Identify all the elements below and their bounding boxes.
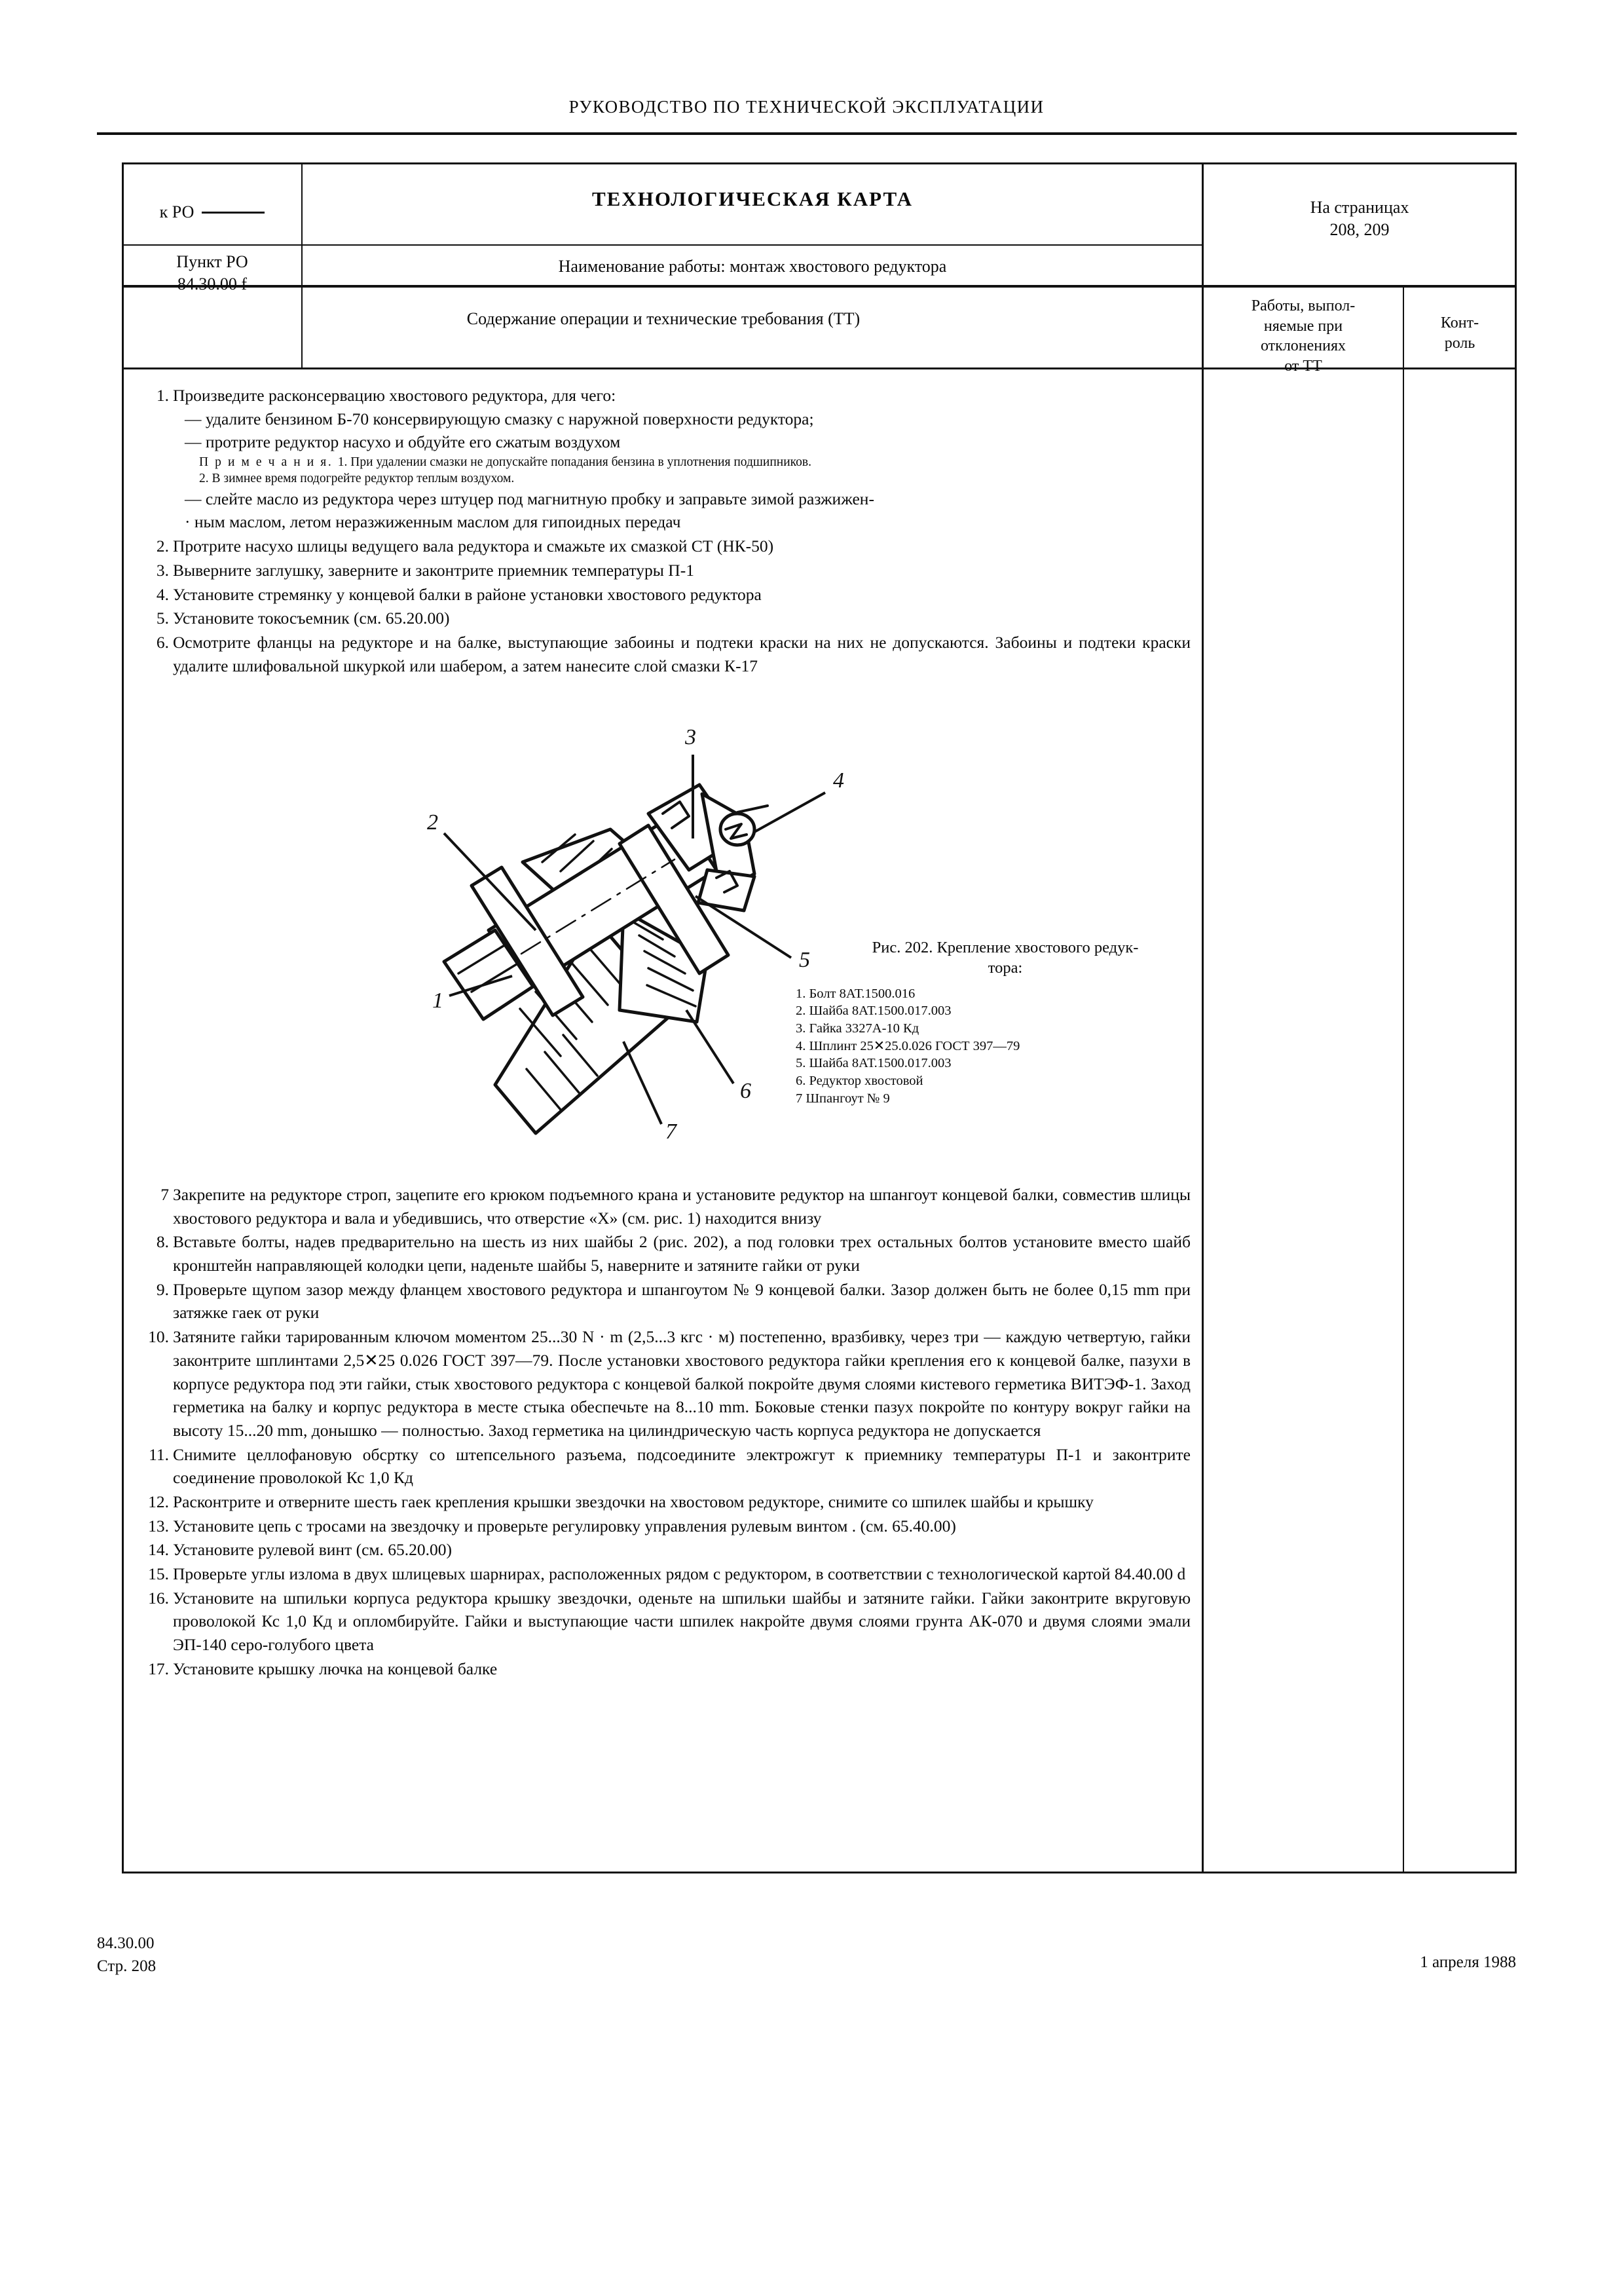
step-text: Закрепите на редукторе строп, зацепите его крюком подъемного крана и установите редуктор на шпангоут концевой балки, совместив шлицы хвостового редуктора и вала и убедившись, что отверстие «Х» (см. рис. 1) находится внизу [173,1185,1191,1228]
leader-4 [754,793,825,832]
step-text: Установите цепь с тросами на звездочку и проверьте регулировку управления рулевым винтом . (см. 65.40.00) [173,1516,956,1535]
step-item [143,1657,1191,1681]
pages-cell [1208,197,1511,241]
step-text: Проверьте щупом зазор между фланцем хвостового редуктора и шпангоутом № 9 концевой балки. Зазор должен быть не более 0,15 mm при затяжке гаек от руки [173,1279,1191,1323]
figure-caption-line1: Рис. 202. Крепление хвостового редук- [872,939,1139,956]
control-header-line: роль [1444,334,1475,352]
deviations-header-line: Работы, выпол- [1251,297,1356,314]
figure-legend [796,985,1215,1107]
step-item [143,1587,1191,1657]
step-text: Установите крышку лючка на концевой балке [173,1659,498,1678]
step-text: Установите стремянку у концевой балки в районе установки хвостового редуктора [173,584,762,604]
step-text: Снимите целлофановую обсртку со штепсельного разъема, подсоедините электрожгут к приемнику температуры П-1 и законтрите соединение проволокой Кс 1,0 Кд [173,1444,1191,1488]
deviations-header-line: отклонениях [1260,337,1346,355]
figure-legend-item: 2. Шайба 8АТ.1500.017.003 [796,1004,952,1019]
leader-7 [623,1042,661,1124]
work-name: Наименование работы: монтаж хвостового редуктора [558,257,947,276]
step-text: Протрите насухо шлицы ведущего вала редуктора и смажьте их смазкой СТ (НК-50) [173,536,774,556]
tail-gearbox-mount-drawing [367,714,864,1159]
footer-doc-code: 84.30.00 [97,1934,155,1952]
step-text: Проверьте углы излома в двух шлицевых шарнирах, расположенных рядом с редуктором, в соответствии с технологической картой 84.40.00 d [173,1564,1186,1583]
pages-value: 208, 209 [1329,219,1390,239]
k-ro-label: к РО [159,202,195,221]
step-text: Установите рулевой винт (см. 65.20.00) [173,1540,453,1560]
step-text: Установите на шпильки корпуса редуктора крышку звездочки, оденьте на шпильки шайбы и затяните гайки. Гайки законтрите вкруговую проволокой Кс 1,0 Кд и опломбируйте. Гайки и выступающие части шпилек накройте двумя слоями грунта АК-070 и двумя слоями эмали ЭП-140 серо-голубого цвета [173,1588,1191,1655]
leader-6 [686,1010,733,1083]
step-text: Осмотрите фланцы на редукторе и на балке, выступающие забоины и подтеки краски на них не допускаются. Забоины и подтеки краски удалите шлифовальной шкуркой или шабером, а затем нанесите слой смазки К-17 [173,632,1191,675]
figure-caption [796,938,1215,1107]
step-item [143,1515,1191,1538]
step-text: Затяните гайки тарированным ключом моментом 25...30 N · m (2,5...3 кгс · м) постепенно, вразбивку, через три — каждую четвертую, гайки законтрите шплинтами 2,5✕25 0.026 ГОСТ 397—79. После установки хвостового редуктора гайки крепления его к концевой балке, пазухи в корпусе редуктора под эти гайки, стык хвостового редуктора с концевой балкой покройте двумя слоями кистевого герметика ВИТЭФ-1. Заход герметика на балку и корпус редуктора в месте стыка обеспечьте на 8...10 mm. Боковые стенки пазух покройте по контуру вокруг гайки на высоту 15...20 mm, донышко — полностью. Заход герметика на цилиндрическую часть корпуса редуктора не допускается [173,1327,1191,1440]
note-line: 2. В зимнее время подогрейте редуктор теплым воздухом. [199,472,515,486]
step-item [143,1490,1191,1514]
callout-1: 1 [432,988,443,1013]
figure-legend-item: 1. Болт 8АТ.1500.016 [796,986,916,1001]
step-number: 8. [156,1232,169,1252]
callout-6: 6 [740,1079,751,1103]
step-item [143,535,1191,558]
step-item [143,1230,1191,1277]
card-title: ТЕХНОЛОГИЧЕСКАЯ КАРТА [592,187,913,210]
table-rule-2 [122,285,1517,288]
step-number: 7 [160,1185,169,1204]
step-number: 16. [148,1588,169,1608]
notes-lead-label: П р и м е ч а н и я. [199,455,338,470]
steps-bottom-list [143,1183,1191,1680]
callout-4: 4 [833,768,844,793]
step-subitem: — удалите бензином Б-70 консервирующую смазку с наружной поверхности редуктора; [185,409,814,428]
step-subitem: · ным маслом, летом неразжиженным маслом для гипоидных передач [185,512,681,532]
punkt-ro-cell [128,251,296,303]
step-number: 13. [148,1516,169,1535]
figure-legend-item: 3. Гайка 3327А-10 Кд [796,1021,919,1036]
footer-left [97,1932,156,1978]
steps-bottom-block [143,1183,1191,1681]
steps-top-block [143,384,1191,678]
step-number: 15. [148,1564,169,1583]
content-column-header: Содержание операции и технические требования (ТТ) [466,309,861,328]
deviations-column-header [1208,296,1398,377]
footer-page-label: Стр. 208 [97,1957,157,1975]
control-column-header [1408,313,1511,353]
pages-label: На страницах [1310,198,1409,217]
table-divider-left [301,162,303,367]
step-subitem: — протрите редуктор насухо и обдуйте его сжатым воздухом [185,432,621,452]
step-item [143,631,1191,677]
figure-caption-line2: тора: [988,958,1023,977]
step-item [143,1562,1191,1586]
step-item [143,607,1191,630]
deviations-header-line: от ТТ [1284,358,1322,375]
footer-date: 1 апреля 1988 [1420,1953,1516,1971]
control-header-line: Конт- [1440,314,1479,331]
deviations-header-line: няемые при [1263,317,1343,335]
note-line: П р и м е ч а н и я. 1. При удалении смазки не допускайте попадания бензина в уплотнения подшипников. [199,455,811,470]
step-number: 10. [148,1327,169,1347]
step-number: 1. [156,386,169,405]
step-item [143,1325,1191,1442]
punkt-ro-value: 84.30.00 f [177,274,248,294]
running-head: РУКОВОДСТВО ПО ТЕХНИЧЕСКОЙ ЭКСПЛУАТАЦИИ [568,97,1045,117]
step-number: 12. [148,1492,169,1511]
step-number: 11. [149,1444,169,1464]
step-number: 4. [156,584,169,604]
callout-2: 2 [427,810,438,835]
step-subitem: — слейте масло из редуктора через штуцер под магнитную пробку и заправьте зимой разжижен- [185,489,874,508]
step-item [143,1538,1191,1562]
table-rule-1 [122,244,1203,246]
step-text: Расконтрите и отверните шесть гаек крепления крышки звездочки на хвостовом редукторе, снимите со шпилек шайбы и крышку [173,1492,1094,1511]
step-number: 6. [156,632,169,652]
steps-top-list [143,384,1191,677]
callout-5: 5 [799,948,810,972]
step-number: 5. [156,609,169,628]
figure-legend-item: 7 Шпангоут № 9 [796,1091,890,1106]
step-item [143,1278,1191,1325]
step-number: 17. [148,1659,169,1678]
step-text: Установите токосъемник (см. 65.20.00) [173,609,450,628]
figure-legend-item: 4. Шплинт 25✕25.0.026 ГОСТ 397—79 [796,1038,1020,1053]
table-divider-control [1403,285,1404,1873]
k-ro-cell [128,183,296,241]
k-ro-blank-line [202,212,265,214]
header-rule [97,132,1517,135]
step-item [143,384,1191,534]
figure-legend-item: 5. Шайба 8АТ.1500.017.003 [796,1056,952,1071]
punkt-ro-label: Пункт РО [176,252,248,271]
step-item [143,559,1191,582]
step-text: Вставьте болты, надев предварительно на шесть из них шайбы 2 (рис. 202), а под головки трех остальных болтов установите вместо шайб кронштейн направляющей колодки цепи, наденьте шайбы 5, наверните и затяните гайки от руки [173,1232,1191,1275]
step-number: 9. [156,1279,169,1299]
callout-3: 3 [685,725,696,749]
step-number: 3. [156,560,169,580]
step-number: 2. [156,536,169,556]
step-notes [173,454,1191,487]
step-item [143,1183,1191,1230]
step-item [143,583,1191,607]
step-number: 14. [148,1540,169,1560]
step-text: Выверните заглушку, заверните и законтрите приемник температуры П-1 [173,560,694,580]
step-text: Произведите расконсервацию хвостового редуктора, для чего: [173,386,616,405]
callout-7: 7 [665,1120,677,1144]
figure-legend-item: 6. Редуктор хвостовой [796,1073,923,1088]
step-item [143,1443,1191,1490]
